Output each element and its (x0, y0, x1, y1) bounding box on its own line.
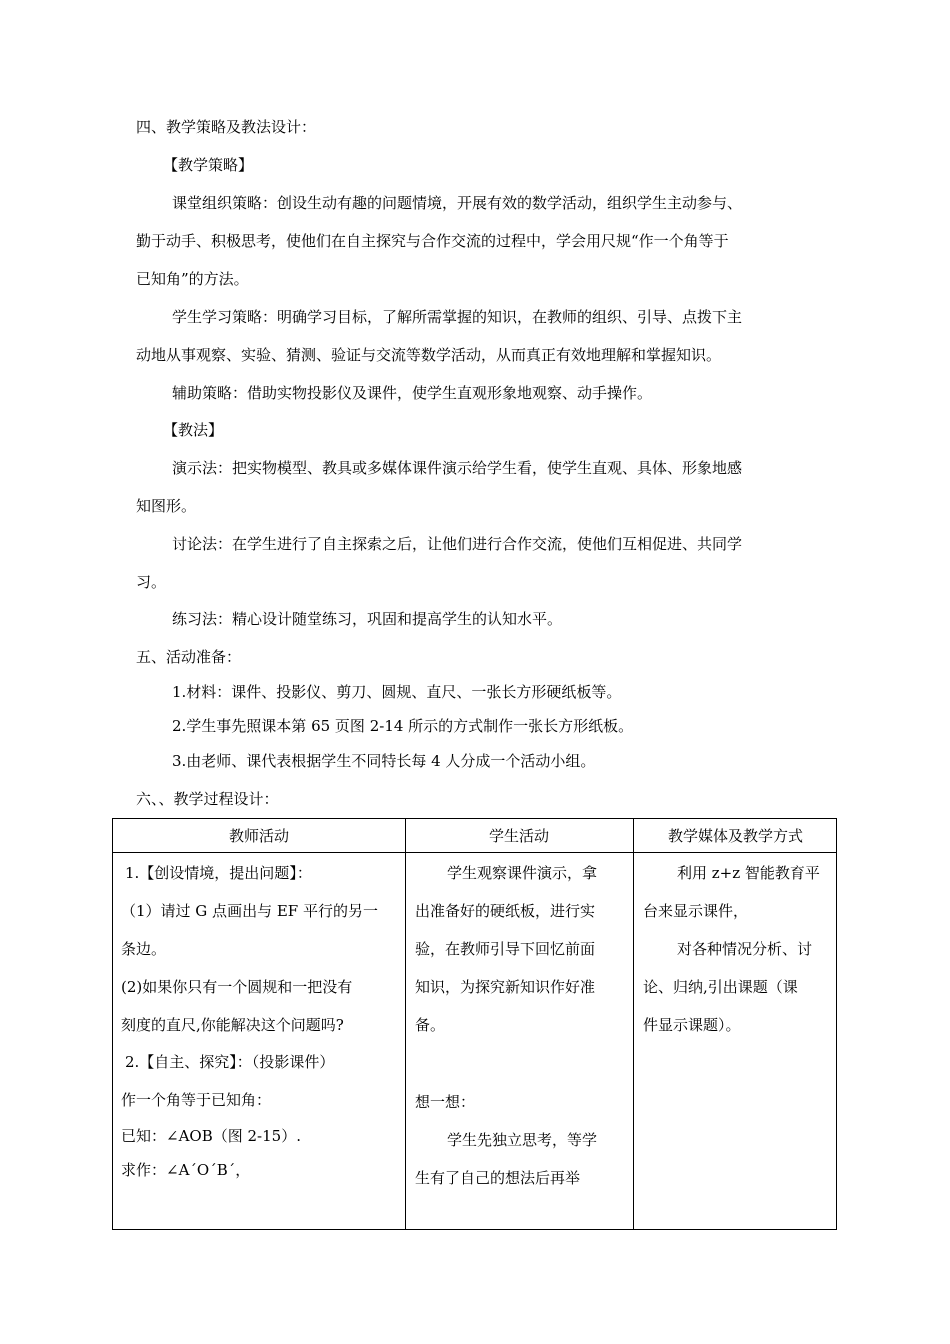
classroom-strategy-line-1: 课堂组织策略：创设生动有趣的问题情境，开展有效的数学活动，组织学生主动参与、 (172, 194, 743, 212)
student-activity-line: 想一想： (415, 1093, 476, 1111)
header-teacher-activity: 教师活动 (228, 827, 289, 845)
header-divider (113, 852, 836, 853)
teacher-activity-line: 2.【自主、探究】：（投影课件） (125, 1053, 335, 1071)
media-method-line: 论、归纳,引出课题（课 (643, 978, 798, 996)
teacher-activity-line: 作一个角等于已知角： (121, 1091, 272, 1109)
student-strategy-line-2: 动地从事观察、实验、猜测、验证与交流等数学活动，从而真正有效地理解和掌握知识。 (136, 346, 722, 364)
header-student-activity: 学生活动 (488, 827, 549, 845)
strategy-title: 【教学策略】 (163, 156, 254, 174)
media-method-line: 件显示课题）。 (643, 1016, 741, 1034)
teacher-activity-line: 刻度的直尺,你能解决这个问题吗? (121, 1016, 344, 1034)
section-5-heading: 五、活动准备： (136, 648, 242, 666)
student-activity-line: 学生观察课件演示，拿 (447, 864, 598, 882)
prep-item-1: 1.材料：课件、投影仪、剪刀、圆规、直尺、一张长方形硬纸板等。 (172, 683, 622, 701)
assist-strategy: 辅助策略：借助实物投影仪及课件，使学生直观形象地观察、动手操作。 (172, 384, 653, 402)
prep-item-2: 2.学生事先照课本第 65 页图 2-14 所示的方式制作一张长方形纸板。 (172, 717, 634, 735)
section-4-heading: 四、教学策略及教法设计： (136, 118, 317, 136)
student-activity-line: 验，在教师引导下回忆前面 (415, 940, 596, 958)
student-activity-line: 备。 (415, 1016, 446, 1034)
method-title: 【教法】 (163, 421, 224, 439)
student-activity-line: 知识，为探究新知识作好准 (415, 978, 596, 996)
teaching-process-table (112, 818, 837, 1230)
section-6-heading: 六、、教学过程设计： (136, 790, 279, 808)
discuss-method-line-1: 讨论法：在学生进行了自主探索之后，让他们进行合作交流，使他们互相促进、共同学 (172, 535, 743, 553)
student-activity-line: 学生先独立思考，等学 (447, 1131, 598, 1149)
teacher-activity-line: 条边。 (121, 940, 167, 958)
demo-method-line-2: 知图形。 (136, 497, 197, 515)
column-divider (405, 819, 406, 1229)
student-activity-line: 生有了自己的想法后再举 (415, 1169, 581, 1187)
teacher-activity-line: （1）请过 G 点画出与 EF 平行的另一 (121, 902, 378, 920)
media-method-line: 对各种情况分析、讨 (677, 940, 813, 958)
teacher-activity-line: (2)如果你只有一个圆规和一把没有 (121, 978, 353, 996)
demo-method-line-1: 演示法：把实物模型、教具或多媒体课件演示给学生看，使学生直观、具体、形象地感 (172, 459, 743, 477)
teacher-activity-line: 1.【创设情境，提出问题】： (125, 864, 312, 882)
student-strategy-line-1: 学生学习策略：明确学习目标，了解所需掌握的知识，在教师的组织、引导、点拨下主 (172, 308, 743, 326)
discuss-method-line-2: 习。 (136, 573, 167, 591)
teacher-activity-line: 求作：∠A´O´B´， (121, 1161, 251, 1179)
classroom-strategy-line-2: 勤于动手、积极思考，使他们在自主探究与合作交流的过程中，学会用尺规“作一个角等于 (136, 232, 729, 250)
media-method-line: 台来显示课件， (643, 902, 749, 920)
practice-method: 练习法：精心设计随堂练习，巩固和提高学生的认知水平。 (172, 610, 563, 628)
header-media-method: 教学媒体及教学方式 (667, 827, 803, 845)
teacher-activity-line: 已知：∠AOB（图 2-15）. (121, 1127, 301, 1145)
prep-item-3: 3.由老师、课代表根据学生不同特长每 4 人分成一个活动小组。 (172, 752, 596, 770)
column-divider (633, 819, 634, 1229)
classroom-strategy-line-3: 已知角”的方法。 (136, 270, 249, 288)
student-activity-line: 出准备好的硬纸板，进行实 (415, 902, 596, 920)
media-method-line: 利用 z+z 智能教育平 (677, 864, 820, 882)
